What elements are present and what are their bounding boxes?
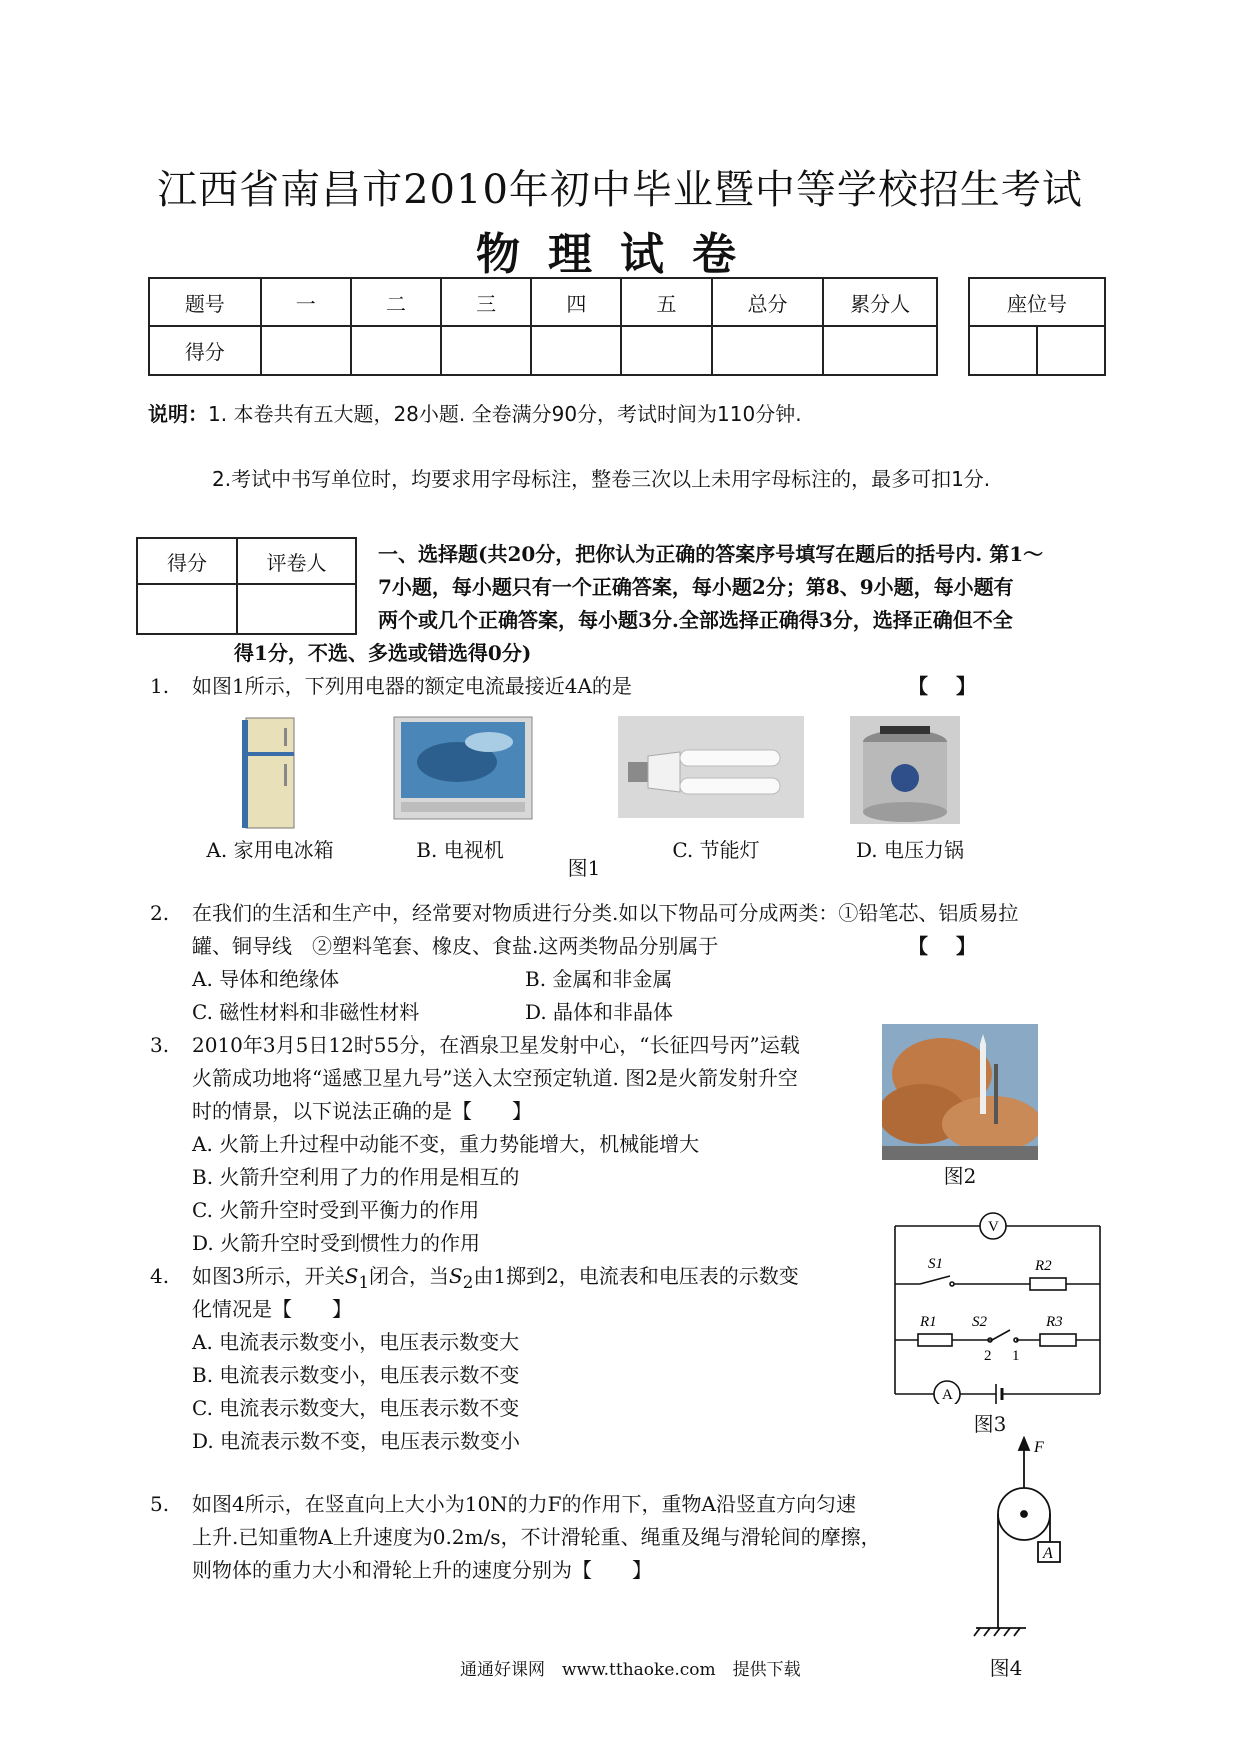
subject-title: 物理试卷: [476, 229, 764, 280]
score-cell[interactable]: [823, 326, 937, 375]
q1-number: 1.: [150, 674, 170, 698]
ammeter-label: A: [942, 1387, 953, 1403]
q1-text: 如图1所示，下列用电器的额定电流最接近4A的是: [192, 674, 632, 698]
score-cell[interactable]: [531, 326, 621, 375]
grader-score-label: 得分: [137, 538, 237, 584]
cooker-image: [850, 716, 960, 824]
q2-answer-bracket[interactable]: 【】: [908, 934, 1004, 958]
exam-title: 江西省南昌市2010年初中毕业暨中等学校招生考试: [157, 167, 1083, 213]
lamp-image: [618, 716, 804, 818]
fridge-image: [240, 716, 302, 832]
s2-label: S2: [972, 1314, 987, 1330]
grader-box: [136, 537, 357, 635]
q5-line1: 如图4所示，在竖直向上大小为10N的力F的作用下，重物A沿竖直方向匀速: [192, 1492, 856, 1516]
r3-label: R3: [1046, 1314, 1063, 1330]
q4-line1: 如图3所示，开关$S_1$闭合，当$S_2$由1掷到2，电流表和电压表的示数变: [192, 1264, 799, 1292]
q3-line2: 火箭成功地将“遥感卫星九号”送入太空预定轨道. 图2是火箭发射升空: [192, 1066, 798, 1090]
circuit-diagram: [880, 1204, 1110, 1404]
note-prefix: 说明：: [148, 402, 208, 426]
section1-line1: 一、选择题(共20分，把你认为正确的答案序号填写在题后的括号内. 第1～: [378, 542, 1044, 566]
q3-option-c: C. 火箭升空时受到平衡力的作用: [192, 1198, 480, 1222]
force-label: F: [1034, 1439, 1044, 1456]
fig3-caption: 图3: [973, 1412, 1007, 1436]
rocket-image: [882, 1024, 1038, 1160]
q4-option-b: B. 电流表示数变小，电压表示数不变: [192, 1363, 520, 1387]
q3-line3: 时的情景，以下说法正确的是【 】: [192, 1099, 532, 1123]
q1-option-a: A. 家用电冰箱: [206, 838, 334, 862]
q2-option-a: A. 导体和绝缘体: [192, 967, 340, 991]
q3-option-b: B. 火箭升空利用了力的作用是相互的: [192, 1165, 520, 1189]
terminal-1-label: 1: [1012, 1348, 1020, 1364]
grader-name-label: 评卷人: [237, 538, 356, 584]
grader-score-cell[interactable]: [137, 584, 237, 634]
q3-option-d: D. 火箭升空时受到惯性力的作用: [192, 1231, 481, 1255]
q3-number: 3.: [150, 1033, 170, 1057]
q1-option-c: C. 节能灯: [672, 838, 760, 862]
r2-label: R2: [1035, 1258, 1052, 1274]
q3-option-a: A. 火箭上升过程中动能不变，重力势能增大，机械能增大: [192, 1132, 700, 1156]
fig2-caption: 图2: [943, 1164, 977, 1188]
score-header-cell: 一: [261, 278, 351, 326]
section1-line3: 两个或几个正确答案，每小题3分.全部选择正确得3分，选择正确但不全: [378, 608, 1013, 632]
score-header-cell: 总分: [712, 278, 824, 326]
q2-line1: 在我们的生活和生产中，经常要对物质进行分类.如以下物品可分成两类：①铅笔芯、铝质易拉: [192, 901, 1019, 925]
score-header-cell: 二: [351, 278, 441, 326]
score-cell[interactable]: [621, 326, 711, 375]
score-header-cell: 四: [531, 278, 621, 326]
weight-label: A: [1043, 1545, 1053, 1562]
score-cell[interactable]: [441, 326, 531, 375]
footer-credit: 通通好课网 www.tthaoke.com 提供下载: [460, 1660, 801, 1680]
pulley-diagram: [962, 1434, 1062, 1640]
q2-number: 2.: [150, 901, 170, 925]
q1-answer-bracket[interactable]: 【】: [908, 674, 1004, 698]
q2-line2: 罐、铜导线 ②塑料笔套、橡皮、食盐.这两类物品分别属于: [192, 934, 719, 958]
score-table: [148, 277, 938, 376]
tv-image: [393, 716, 533, 820]
q1-option-b: B. 电视机: [416, 838, 504, 862]
seat-table: [968, 277, 1106, 376]
seat-label: 座位号: [969, 278, 1105, 326]
score-row-label: 得分: [149, 326, 261, 375]
section1-line2: 7小题，每小题只有一个正确答案，每小题2分；第8、9小题，每小题有: [378, 575, 1014, 599]
q3-line1: 2010年3月5日12时55分，在酒泉卫星发射中心，“长征四号丙”运载: [192, 1033, 800, 1057]
score-cell[interactable]: [261, 326, 351, 375]
q4-option-a: A. 电流表示数变小，电压表示数变大: [192, 1330, 520, 1354]
q4-line2: 化情况是【 】: [192, 1297, 352, 1321]
score-header-cell: 三: [441, 278, 531, 326]
q5-line3: 则物体的重力大小和滑轮上升的速度分别为【 】: [192, 1558, 652, 1582]
note-line-1: [148, 398, 802, 427]
score-header-cell: 累分人: [823, 278, 937, 326]
score-header-cell: 五: [621, 278, 711, 326]
r1-label: R1: [920, 1314, 937, 1330]
fig4-caption: 图4: [989, 1656, 1023, 1680]
q2-option-c: C. 磁性材料和非磁性材料: [192, 1000, 420, 1024]
q5-line2: 上升.已知重物A上升速度为0.2m/s，不计滑轮重、绳重及绳与滑轮间的摩擦，: [192, 1525, 881, 1549]
q1-option-d: D. 电压力锅: [855, 838, 965, 862]
q4-option-d: D. 电流表示数不变，电压表示数变小: [192, 1429, 521, 1453]
grader-name-cell[interactable]: [237, 584, 356, 634]
s1-label: S1: [928, 1256, 943, 1272]
score-cell[interactable]: [712, 326, 824, 375]
score-header-cell: 题号: [149, 278, 261, 326]
q5-number: 5.: [150, 1492, 170, 1516]
section1-line4: 得1分，不选、多选或错选得0分): [234, 641, 532, 665]
q2-option-b: B. 金属和非金属: [525, 967, 673, 991]
terminal-2-label: 2: [984, 1348, 992, 1364]
seat-cell[interactable]: [1037, 326, 1105, 375]
note-line-2: 2.考试中书写单位时，均要求用字母标注，整卷三次以上未用字母标注的，最多可扣1分.: [212, 467, 991, 491]
fig1-caption: 图1: [567, 856, 601, 880]
voltmeter-label: V: [988, 1219, 999, 1235]
q2-option-d: D. 晶体和非晶体: [525, 1000, 674, 1024]
score-cell[interactable]: [351, 326, 441, 375]
q4-option-c: C. 电流表示数变大，电压表示数不变: [192, 1396, 520, 1420]
seat-cell[interactable]: [969, 326, 1037, 375]
note-text-1: 1. 本卷共有五大题，28小题. 全卷满分90分，考试时间为110分钟.: [208, 402, 802, 426]
q4-number: 4.: [150, 1264, 170, 1288]
